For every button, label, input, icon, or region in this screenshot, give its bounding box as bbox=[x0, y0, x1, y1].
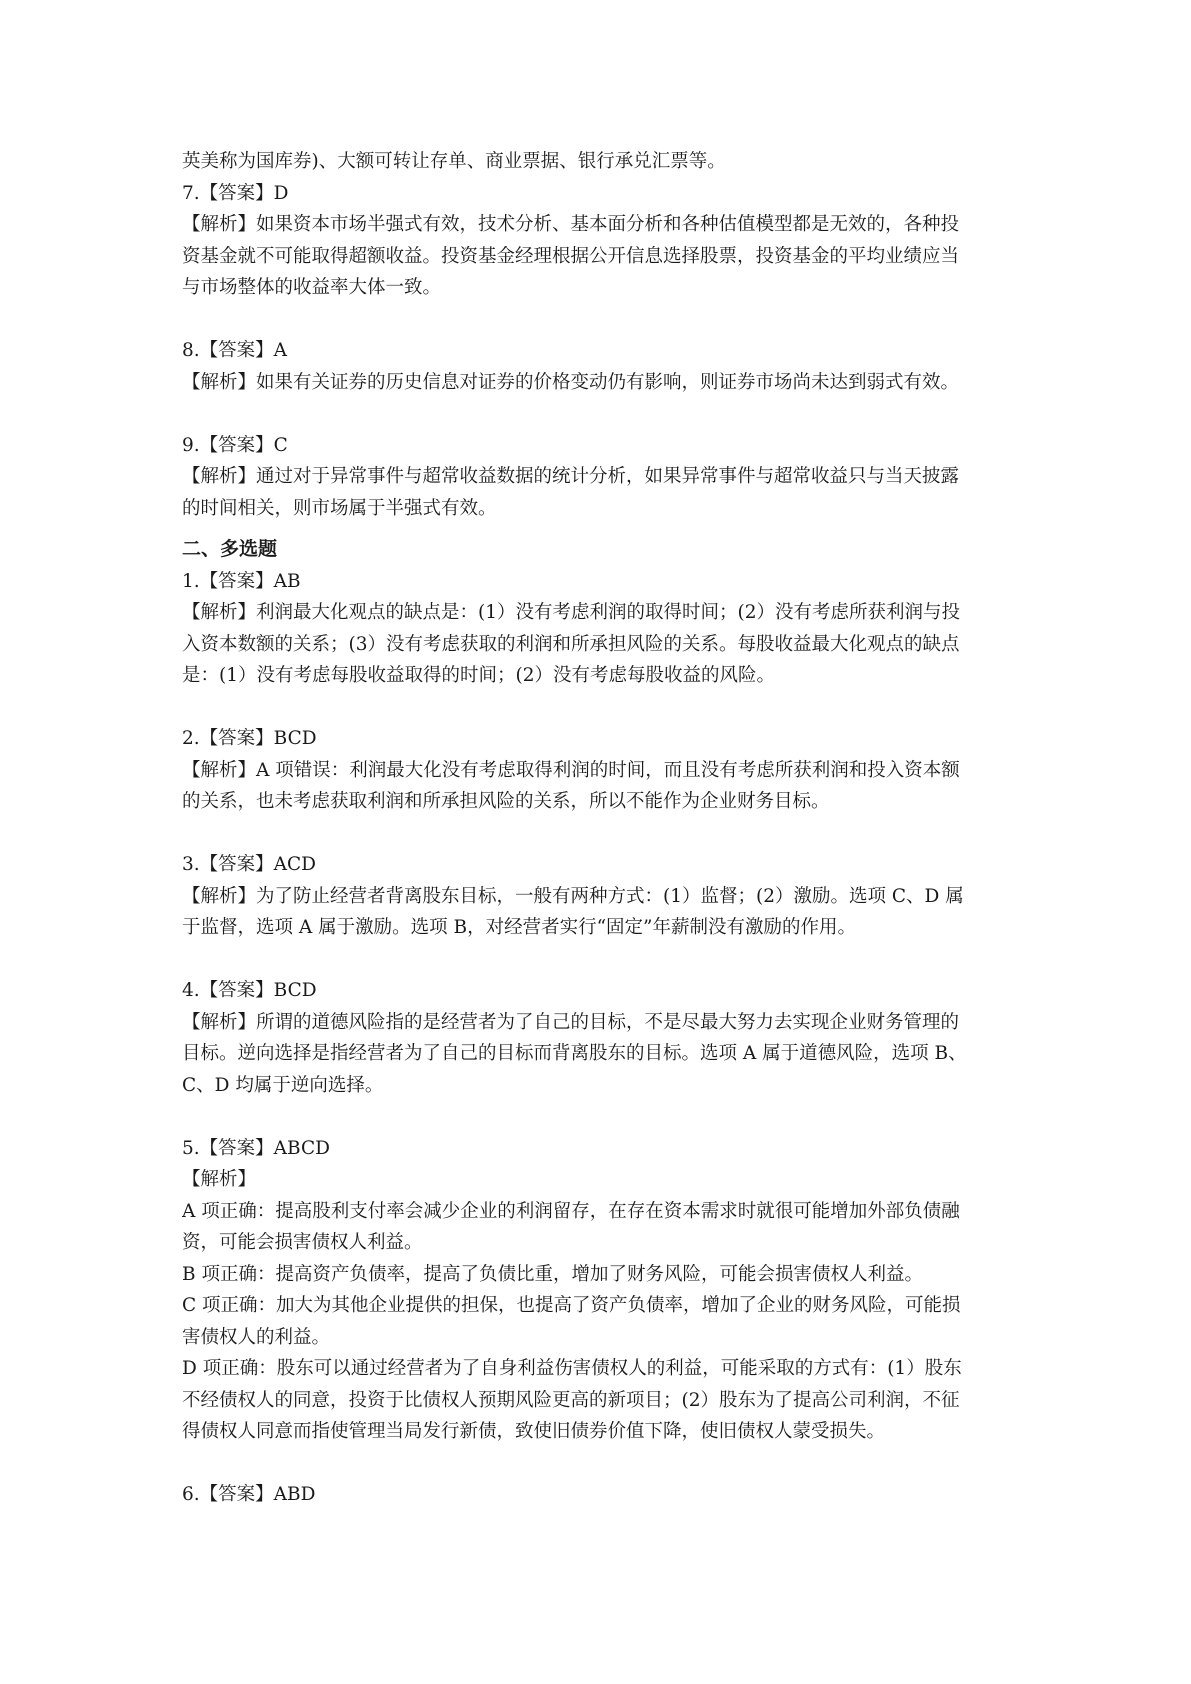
explanation-line: 【解析】 bbox=[182, 1169, 257, 1190]
explanation-line: 【解析】如果有关证券的历史信息对证券的价格变动仍有影响，则证券市场尚未达到弱式有效。 bbox=[182, 371, 960, 393]
answer-label: 8.【答案】A bbox=[182, 340, 288, 361]
answer-label: 2.【答案】BCD bbox=[182, 728, 317, 749]
answer-block-7 bbox=[182, 178, 1020, 304]
section-heading-multi-choice: 二、多选题 bbox=[182, 538, 278, 560]
answer-block-8 bbox=[182, 335, 1020, 398]
explanation-line: A 项正确：提高股利支付率会减少企业的利润留存，在存在资本需求时就很可能增加外部负债融 bbox=[182, 1200, 960, 1222]
multi-answer-block-5 bbox=[182, 1133, 1020, 1448]
explanation-line: 与市场整体的收益率大体一致。 bbox=[182, 277, 442, 298]
document-page bbox=[182, 146, 1020, 1511]
intro-line: 英美称为国库券)、大额可转让存单、商业票据、银行承兑汇票等。 bbox=[182, 151, 726, 172]
explanation-line: 害债权人的利益。 bbox=[182, 1326, 331, 1348]
multi-answer-block-6 bbox=[182, 1479, 1020, 1511]
multi-answer-block-4 bbox=[182, 975, 1020, 1101]
explanation-line: 是：(1）没有考虑每股收益取得的时间；(2）没有考虑每股收益的风险。 bbox=[182, 665, 775, 686]
answer-label: 3.【答案】ACD bbox=[182, 854, 316, 875]
answer-label: 5.【答案】ABCD bbox=[182, 1137, 330, 1159]
explanation-line: 于监督，选项 A 属于激励。选项 B，对经营者实行“固定”年薪制没有激励的作用。 bbox=[182, 917, 857, 938]
multi-answer-block-3 bbox=[182, 849, 1020, 944]
explanation-line: 入资本数额的关系；(3）没有考虑获取的利润和所承担风险的关系。每股收益最大化观点的缺点 bbox=[182, 633, 960, 655]
explanation-line: 【解析】通过对于异常事件与超常收益数据的统计分析，如果异常事件与超常收益只与当天披露 bbox=[182, 466, 960, 487]
explanation-line: 【解析】所谓的道德风险指的是经营者为了自己的目标，不是尽最大努力去实现企业财务管理的 bbox=[182, 1011, 960, 1033]
answer-block-9 bbox=[182, 430, 1020, 525]
explanation-line: 的关系，也未考虑获取利润和所承担风险的关系，所以不能作为企业财务目标。 bbox=[182, 791, 830, 812]
explanation-line: 【解析】为了防止经营者背离股东目标，一般有两种方式：(1）监督；(2）激励。选项 C、D 属 bbox=[182, 885, 964, 907]
multi-answer-block-1 bbox=[182, 566, 1020, 692]
explanation-line: 【解析】A 项错误：利润最大化没有考虑取得利润的时间，而且没有考虑所获利润和投入资本额 bbox=[182, 759, 960, 781]
answer-label: 7.【答案】D bbox=[182, 182, 289, 204]
explanation-line: C、D 均属于逆向选择。 bbox=[182, 1074, 384, 1096]
explanation-line: B 项正确：提高资产负债率，提高了负债比重，增加了财务风险，可能会损害债权人利益。 bbox=[182, 1263, 923, 1285]
explanation-line: C 项正确：加大为其他企业提供的担保，也提高了资产负债率，增加了企业的财务风险，可能损 bbox=[182, 1295, 961, 1316]
answer-label: 6.【答案】ABD bbox=[182, 1484, 316, 1505]
explanation-line: 不经债权人的同意，投资于比债权人预期风险更高的新项目；(2）股东为了提高公司利润，不征 bbox=[182, 1389, 960, 1411]
explanation-line: 得债权人同意而指使管理当局发行新债，致使旧债券价值下降，使旧债权人蒙受损失。 bbox=[182, 1421, 886, 1442]
answer-label: 4.【答案】BCD bbox=[182, 980, 317, 1001]
explanation-line: 【解析】如果资本市场半强式有效，技术分析、基本面分析和各种估值模型都是无效的，各种投 bbox=[182, 214, 960, 235]
explanation-line: D 项正确：股东可以通过经营者为了自身利益伤害债权人的利益，可能采取的方式有：(1）股东 bbox=[182, 1358, 962, 1379]
explanation-line: 目标。逆向选择是指经营者为了自己的目标而背离股东的目标。选项 A 属于道德风险，选项 B、 bbox=[182, 1043, 967, 1064]
answer-label: 9.【答案】C bbox=[182, 434, 288, 456]
explanation-line: 【解析】利润最大化观点的缺点是：(1）没有考虑利润的取得时间；(2）没有考虑所获利润与投 bbox=[182, 602, 960, 623]
explanation-line: 资，可能会损害债权人利益。 bbox=[182, 1232, 423, 1253]
explanation-line: 资基金就不可能取得超额收益。投资基金经理根据公开信息选择股票，投资基金的平均业绩应当 bbox=[182, 245, 960, 267]
multi-answer-block-2 bbox=[182, 723, 1020, 818]
answer-label: 1.【答案】AB bbox=[182, 570, 301, 592]
explanation-line: 的时间相关，则市场属于半强式有效。 bbox=[182, 497, 497, 519]
